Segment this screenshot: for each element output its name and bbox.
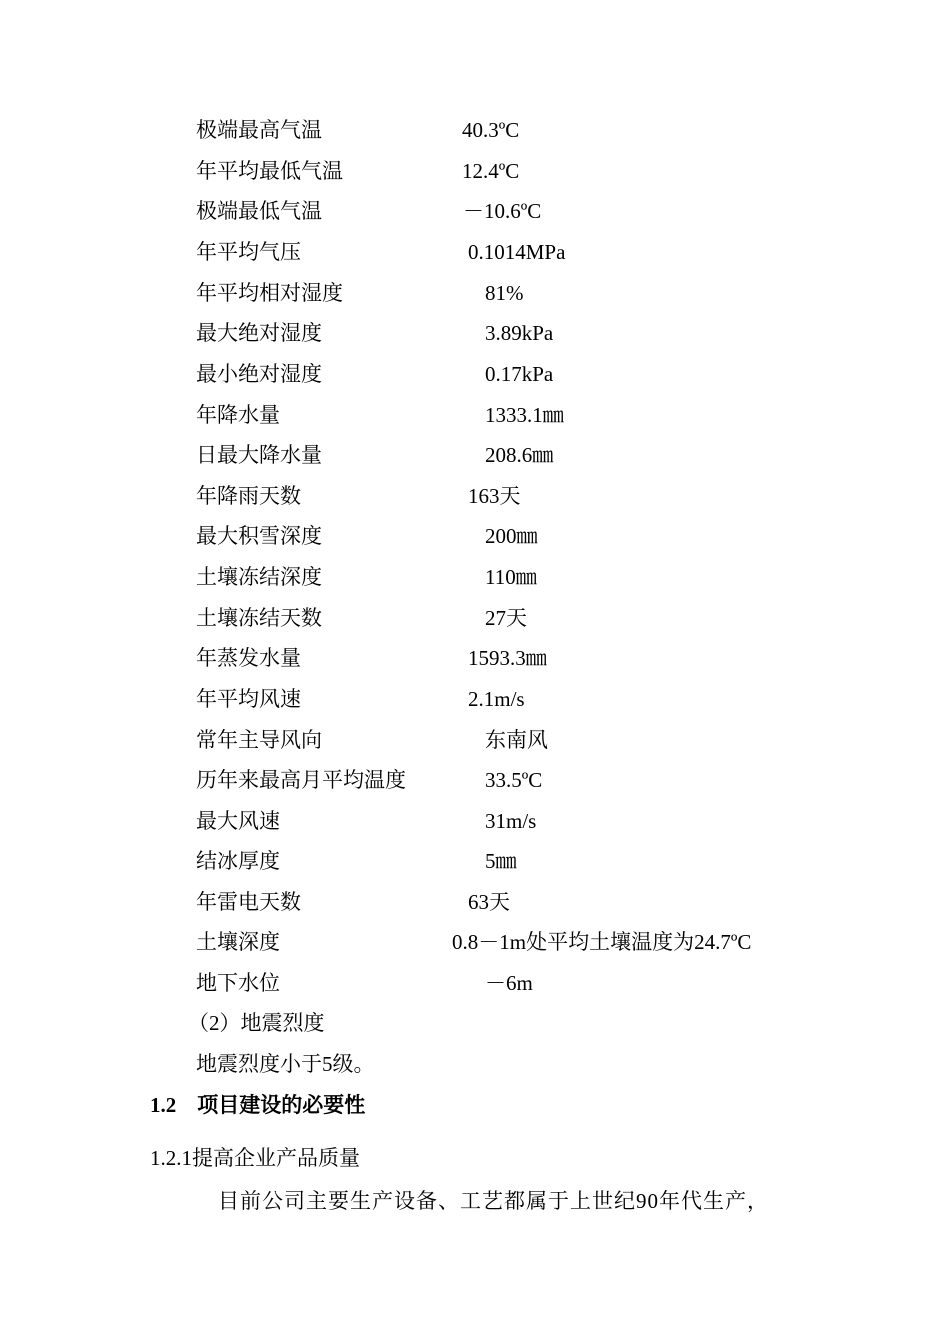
climate-value: 12.4ºC bbox=[462, 159, 520, 183]
climate-row bbox=[0, 725, 950, 755]
climate-row bbox=[0, 846, 950, 876]
climate-label: 极端最低气温 bbox=[196, 199, 322, 223]
climate-value: 1333.1㎜ bbox=[485, 403, 564, 427]
climate-value: 0.1014MPa bbox=[468, 240, 566, 264]
climate-row bbox=[0, 684, 950, 714]
climate-label: 常年主导风向 bbox=[196, 728, 322, 752]
climate-label: 土壤冻结深度 bbox=[196, 565, 322, 589]
climate-label: 年平均最低气温 bbox=[196, 159, 343, 183]
climate-value: 33.5ºC bbox=[485, 768, 543, 792]
climate-label: 土壤冻结天数 bbox=[196, 606, 322, 630]
climate-value: －10.6ºC bbox=[463, 199, 542, 223]
climate-label: 年降雨天数 bbox=[196, 484, 301, 508]
climate-value: 110㎜ bbox=[485, 565, 537, 589]
climate-row bbox=[0, 603, 950, 633]
climate-row bbox=[0, 481, 950, 511]
climate-row bbox=[0, 196, 950, 226]
climate-label: 年蒸发水量 bbox=[196, 646, 301, 670]
climate-row bbox=[0, 927, 950, 957]
climate-row bbox=[0, 359, 950, 389]
climate-value: 东南风 bbox=[485, 728, 548, 752]
climate-value: 163天 bbox=[468, 484, 521, 508]
climate-row bbox=[0, 968, 950, 998]
climate-row bbox=[0, 237, 950, 267]
climate-value: 40.3ºC bbox=[462, 118, 520, 142]
climate-label: 日最大降水量 bbox=[196, 443, 322, 467]
climate-row bbox=[0, 278, 950, 308]
climate-row bbox=[0, 156, 950, 186]
climate-row bbox=[0, 643, 950, 673]
section-heading: 1.2 项目建设的必要性 bbox=[150, 1093, 366, 1117]
climate-value: 0.17kPa bbox=[485, 362, 554, 386]
seismic-subheading: （2）地震烈度 bbox=[188, 1011, 325, 1035]
climate-row bbox=[0, 562, 950, 592]
climate-value: 1593.3㎜ bbox=[468, 646, 547, 670]
climate-row bbox=[0, 400, 950, 430]
climate-value: 208.6㎜ bbox=[485, 443, 554, 467]
climate-label: 结冰厚度 bbox=[196, 849, 280, 873]
climate-value: －6m bbox=[485, 971, 533, 995]
climate-label: 年雷电天数 bbox=[196, 890, 301, 914]
section-subheading: 1.2.1提高企业产品质量 bbox=[150, 1146, 360, 1170]
climate-value: 31m/s bbox=[485, 809, 537, 833]
climate-row bbox=[0, 521, 950, 551]
climate-value: 200㎜ bbox=[485, 524, 538, 548]
climate-label: 最大绝对湿度 bbox=[196, 321, 322, 345]
climate-row bbox=[0, 318, 950, 348]
climate-label: 最大风速 bbox=[196, 809, 280, 833]
climate-row bbox=[0, 806, 950, 836]
climate-label: 极端最高气温 bbox=[196, 118, 322, 142]
climate-value: 27天 bbox=[485, 606, 527, 630]
climate-value: 63天 bbox=[468, 890, 510, 914]
climate-row bbox=[0, 887, 950, 917]
climate-row bbox=[0, 115, 950, 145]
climate-value: 3.89kPa bbox=[485, 321, 554, 345]
climate-row bbox=[0, 440, 950, 470]
climate-value: 0.8－1m处平均土壤温度为24.7ºC bbox=[452, 930, 752, 954]
climate-row bbox=[0, 765, 950, 795]
climate-value: 81% bbox=[485, 281, 524, 305]
seismic-text: 地震烈度小于5级。 bbox=[196, 1052, 375, 1076]
climate-label: 年平均气压 bbox=[196, 240, 301, 264]
climate-label: 年平均相对湿度 bbox=[196, 281, 343, 305]
climate-label: 最小绝对湿度 bbox=[196, 362, 322, 386]
climate-label: 土壤深度 bbox=[196, 930, 280, 954]
climate-value: 5㎜ bbox=[485, 849, 517, 873]
climate-label: 历年来最高月平均温度 bbox=[196, 768, 406, 792]
section-paragraph: 目前公司主要生产设备、工艺都属于上世纪90年代生产， bbox=[218, 1189, 769, 1213]
climate-value: 2.1m/s bbox=[468, 687, 525, 711]
climate-label: 地下水位 bbox=[196, 971, 280, 995]
climate-label: 年平均风速 bbox=[196, 687, 301, 711]
climate-label: 年降水量 bbox=[196, 403, 280, 427]
climate-label: 最大积雪深度 bbox=[196, 524, 322, 548]
